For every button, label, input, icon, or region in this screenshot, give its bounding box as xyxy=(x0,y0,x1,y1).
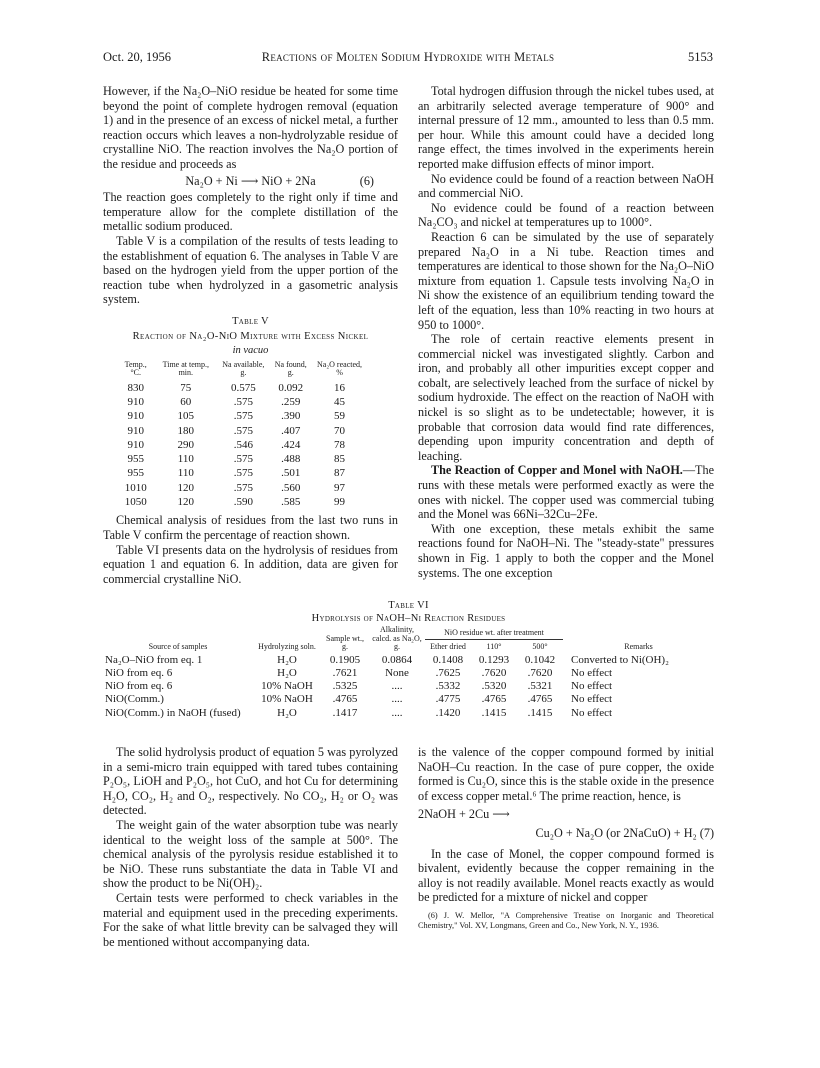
table-cell: .4775 xyxy=(435,693,461,706)
table-cell: 78 xyxy=(334,438,346,451)
paragraph: The weight gain of the water absorption tube was nearly identical to the weight loss of the sample at 500°. The chemical analysis of the pyrolysis residue established it to be NiO. These runs substantiate the data in Table VI and show the product to be Ni(OH)₂. xyxy=(103,817,398,891)
table-row xyxy=(103,707,714,720)
table-cell: 59 xyxy=(334,410,346,423)
table-cell: No effect xyxy=(571,706,613,719)
table-cell: .1415 xyxy=(527,706,553,719)
table-row xyxy=(117,409,367,423)
table-cell: .5320 xyxy=(481,680,507,693)
table-row xyxy=(117,395,367,409)
table-cell: No effect xyxy=(571,680,613,693)
running-head xyxy=(103,50,713,70)
paragraph: Certain tests were performed to check variables in the material and equipment used in the preceding experiments. For the sake of what little brevity can be salvaged they will be mentioned without accompanying data. xyxy=(103,890,398,949)
section-heading: The Reaction of Copper and Monel with NaOH. xyxy=(431,463,683,478)
table-cell: .407 xyxy=(281,424,301,437)
table-cell: .4765 xyxy=(527,693,553,706)
table-cell: 1050 xyxy=(124,496,147,509)
right-column-lower xyxy=(418,745,714,932)
right-column-upper xyxy=(418,84,714,580)
column-header: Alkalinity, calcd. as Na₂O, g. xyxy=(372,625,422,651)
table-cell: 910 xyxy=(127,410,144,423)
table-cell: .546 xyxy=(233,438,253,451)
table-cell: NiO from eq. 6 xyxy=(105,680,173,693)
table-cell: 99 xyxy=(334,496,346,509)
table-cell: .575 xyxy=(233,467,253,480)
paragraph: Total hydrogen diffusion through the nickel tubes used, at an arbitrarily selected average temperature of 900° and internal pressure of 12 mm., amounted to less than 0.5 mm. per hour. While this amount could have a decided long range effect, the times involved in the experiments herein reported make diffusion effects of minor import. xyxy=(418,84,714,171)
column-header: Ether dried xyxy=(430,642,466,651)
table-row xyxy=(117,381,367,395)
paragraph: Reaction 6 can be simulated by the use of separately prepared Na₂O in a Ni tube. Reaction times and temperatures are identical to those shown for the Na₂O–NiO mixture from equation 1. Capsule tests involving Na₂O in Ni show the existence of an equilibrium tending toward the left of the equation, less than 10% reacting in two hours at 950 to 1000°. xyxy=(418,229,714,332)
table-6 xyxy=(103,600,714,720)
table-cell: .488 xyxy=(281,453,301,466)
table-cell: .424 xyxy=(281,438,301,451)
equation-7-line1: 2NaOH + 2Cu ⟶ xyxy=(418,807,510,822)
table-cell: .259 xyxy=(281,395,301,408)
column-header: Na₂O reacted, % xyxy=(317,359,363,378)
column-header: Hydrolyzing soln. xyxy=(258,642,316,651)
table-cell: .5321 xyxy=(527,680,553,693)
table-6-grid xyxy=(103,626,714,720)
column-group-header: NiO residue wt. after treatment xyxy=(425,626,563,640)
table-cell: .390 xyxy=(281,410,301,423)
table-cell: No effect xyxy=(571,666,613,679)
table-caption: Table VI xyxy=(388,600,429,611)
table-cell: .7621 xyxy=(332,666,358,679)
table-cell: None xyxy=(385,666,409,679)
column-header: 110° xyxy=(486,642,502,651)
table-header-row xyxy=(117,361,367,381)
table-cell: .7620 xyxy=(481,666,507,679)
table-cell: .575 xyxy=(233,481,253,494)
table-cell: .4765 xyxy=(332,693,358,706)
table-row xyxy=(103,680,714,693)
table-cell: .7625 xyxy=(435,666,461,679)
table-cell: Converted to Ni(OH)₂ xyxy=(571,653,669,666)
table-cell: 85 xyxy=(334,453,346,466)
paragraph: However, if the Na₂O–NiO residue be heated for some time beyond the point of complete hydrogen removal (equation 1) and in the presence of an excess of nickel metal, a further reaction occurs which leaves a non-hydrolyzable residue of crystalline NiO. The reaction involves the Na₂O portion of the residue and proceeds as xyxy=(103,84,398,171)
table-caption: Table V xyxy=(232,315,269,327)
left-column-upper xyxy=(103,84,398,586)
column-header: 500° xyxy=(532,642,548,651)
table-cell: NiO(Comm.) xyxy=(105,693,164,706)
table-cell: 0.092 xyxy=(278,381,304,394)
table-cell: .575 xyxy=(233,410,253,423)
table-cell: H₂O xyxy=(277,706,297,719)
table-cell: 0.1293 xyxy=(478,653,510,666)
table-cell: .5332 xyxy=(435,680,461,693)
table-row xyxy=(103,667,714,680)
table-title: Hydrolysis of NaOH–Ni Reaction Residues xyxy=(311,613,506,624)
table-row xyxy=(117,438,367,452)
paragraph: The solid hydrolysis product of equation 5 was pyrolyzed in a semi-micro train equipped with tared tubes containing P₂O₅, LiOH and P₂O₅, hot CuO, and hot Cu for determining H₂O, CO₂, H₂ and O₂, respectively. No CO₂, H₂ or O₂ was detected. xyxy=(103,745,398,818)
table-5-grid xyxy=(117,361,367,510)
table-row xyxy=(117,481,367,495)
table-cell: .590 xyxy=(233,496,253,509)
table-cell: .1415 xyxy=(481,706,507,719)
table-cell: 290 xyxy=(177,438,195,451)
table-row xyxy=(117,495,367,509)
paragraph: With one exception, these metals exhibit the same reactions found for NaOH–Ni. The "steady-state" pressures shown in Fig. 1 apply to both the copper and the Monel systems. The one exception xyxy=(418,521,714,580)
table-cell: 910 xyxy=(127,438,144,451)
equation-7-line2: Cu₂O + Na₂O (or 2NaCuO) + H₂ (7) xyxy=(535,825,714,840)
table-cell: .1417 xyxy=(332,706,358,719)
column-header: Remarks xyxy=(624,642,653,651)
table-row xyxy=(117,452,367,466)
table-cell: .575 xyxy=(233,453,253,466)
table-cell: 955 xyxy=(127,467,144,480)
table-cell: 10% NaOH xyxy=(261,693,313,706)
table-cell: .... xyxy=(391,706,403,719)
column-header: Na found, g. xyxy=(274,359,307,378)
column-header: Na available, g. xyxy=(222,359,265,378)
table-cell: 0.1905 xyxy=(329,653,361,666)
table-cell: .5325 xyxy=(332,680,358,693)
table-row xyxy=(103,693,714,706)
column-header: Time at temp., min. xyxy=(162,359,209,378)
table-cell: .585 xyxy=(281,496,301,509)
table-cell: 0.1042 xyxy=(524,653,556,666)
table-cell: 45 xyxy=(334,395,346,408)
paragraph: The reaction goes completely to the right only if time and temperature allow for the complete distillation of the metallic sodium produced. xyxy=(103,190,398,234)
table-cell: .501 xyxy=(281,467,301,480)
table-cell: No effect xyxy=(571,693,613,706)
table-cell: 910 xyxy=(127,424,144,437)
table-row xyxy=(103,654,714,667)
table-cell: .575 xyxy=(233,424,253,437)
table-cell: 120 xyxy=(177,481,195,494)
table-cell: 60 xyxy=(180,395,192,408)
table-cell: 0.575 xyxy=(230,381,256,394)
table-cell: .575 xyxy=(233,395,253,408)
table-cell: 910 xyxy=(127,395,144,408)
footnote: (6) J. W. Mellor, "A Comprehensive Treatise on Inorganic and Theoretical Chemistry," Vol. XV, Longmans, Green and Co., New York, N. Y., 1936. xyxy=(418,910,714,931)
equation-text: Na₂O + Ni ⟶ NiO + 2Na xyxy=(185,173,316,188)
table-cell: Na₂O–NiO from eq. 1 xyxy=(105,653,203,666)
table-cell: 87 xyxy=(334,467,346,480)
table-header-row xyxy=(103,626,714,640)
table-cell: 16 xyxy=(334,381,346,394)
table-cell: .560 xyxy=(281,481,301,494)
table-cell: .7620 xyxy=(527,666,553,679)
left-column-lower xyxy=(103,745,398,949)
paragraph-body: —The runs with these metals were performed exactly as were the ones with nickel. The copper used was commercial tubing and the Monel was 66Ni–32Cu–2Fe. xyxy=(418,463,714,522)
table-cell: 110 xyxy=(177,467,194,480)
table-5 xyxy=(103,315,398,509)
header-date: Oct. 20, 1956 xyxy=(103,50,172,64)
paragraph: No evidence could be found of a reaction between Na₂CO₃ and nickel at temperatures up to 1000°. xyxy=(418,200,714,230)
column-header: Sample wt., g. xyxy=(326,633,364,651)
header-page-number: 5153 xyxy=(688,50,713,64)
table-cell: NiO from eq. 6 xyxy=(105,666,173,679)
paragraph: In the case of Monel, the copper compound formed is bivalent, evidently because the copper remaining in the alloy is not readily available. Monel reacts exactly as would be predicted for a mixture of nickel and copper xyxy=(418,846,714,905)
table-cell: 180 xyxy=(177,424,195,437)
table-subtitle: in vacuo xyxy=(232,345,269,357)
paragraph: No evidence could be found of a reaction between NaOH and commercial NiO. xyxy=(418,171,714,201)
table-cell: 110 xyxy=(177,453,194,466)
paragraph: Table V is a compilation of the results of tests leading to the establishment of equation 6. The analyses in Table V are based on the hydrogen yield from the upper portion of the reaction tube when hydrolyzed in a gasometric analysis system. xyxy=(103,233,398,307)
table-cell: 830 xyxy=(127,381,144,394)
table-cell: H₂O xyxy=(277,666,297,679)
table-row xyxy=(117,424,367,438)
table-cell: .4765 xyxy=(481,693,507,706)
table-cell: 0.0864 xyxy=(381,653,413,666)
equation-6 xyxy=(103,174,398,189)
table-cell: .1420 xyxy=(435,706,461,719)
equation-number: (6) xyxy=(359,173,374,188)
table-cell: 105 xyxy=(177,410,195,423)
column-header: Temp., °C. xyxy=(124,359,147,378)
table-cell: 955 xyxy=(127,453,144,466)
table-cell: .... xyxy=(391,693,403,706)
table-cell: 75 xyxy=(180,381,192,394)
column-header: Source of samples xyxy=(148,642,208,651)
table-title: Reaction of Na₂O-NiO Mixture with Excess Nickel xyxy=(132,330,369,342)
table-cell: H₂O xyxy=(277,653,297,666)
table-cell: 10% NaOH xyxy=(261,680,313,693)
table-cell: 0.1408 xyxy=(432,653,464,666)
paragraph xyxy=(418,463,714,521)
table-cell: 1010 xyxy=(124,481,147,494)
paragraph: The role of certain reactive elements present in commercial nickel was investigated slightly. Carbon and iron, and probably all other impurities except copper and cobalt, are selectively leached from the surface of nickel by sodium hydroxide. The effect on the reaction of NaOH with nickel is so slight as to be undetectable; however, it is probable that corrosion data would find rate differences, depending upon impurity concentration and depth of leaching. xyxy=(418,332,714,463)
paragraph: is the valence of the copper compound formed by initial NaOH–Cu reaction. In the case of pure copper, the oxide formed is Cu₂O, since this is the stable oxide in the presence of excess copper metal.⁶ The prime reaction, hence, is xyxy=(418,745,714,803)
table-cell: 70 xyxy=(334,424,346,437)
table-cell: 120 xyxy=(177,496,195,509)
table-row xyxy=(117,466,367,480)
header-title: Reactions of Molten Sodium Hydroxide with Metals xyxy=(261,50,555,64)
paragraph: Table VI presents data on the hydrolysis of residues from equation 1 and equation 6. In addition, data are given for commercial crystalline NiO. xyxy=(103,542,398,586)
table-cell: NiO(Comm.) in NaOH (fused) xyxy=(105,706,241,719)
table-cell: .... xyxy=(391,680,403,693)
table-cell: 97 xyxy=(334,481,346,494)
paragraph: Chemical analysis of residues from the last two runs in Table V confirm the percentage of reaction shown. xyxy=(103,513,398,542)
